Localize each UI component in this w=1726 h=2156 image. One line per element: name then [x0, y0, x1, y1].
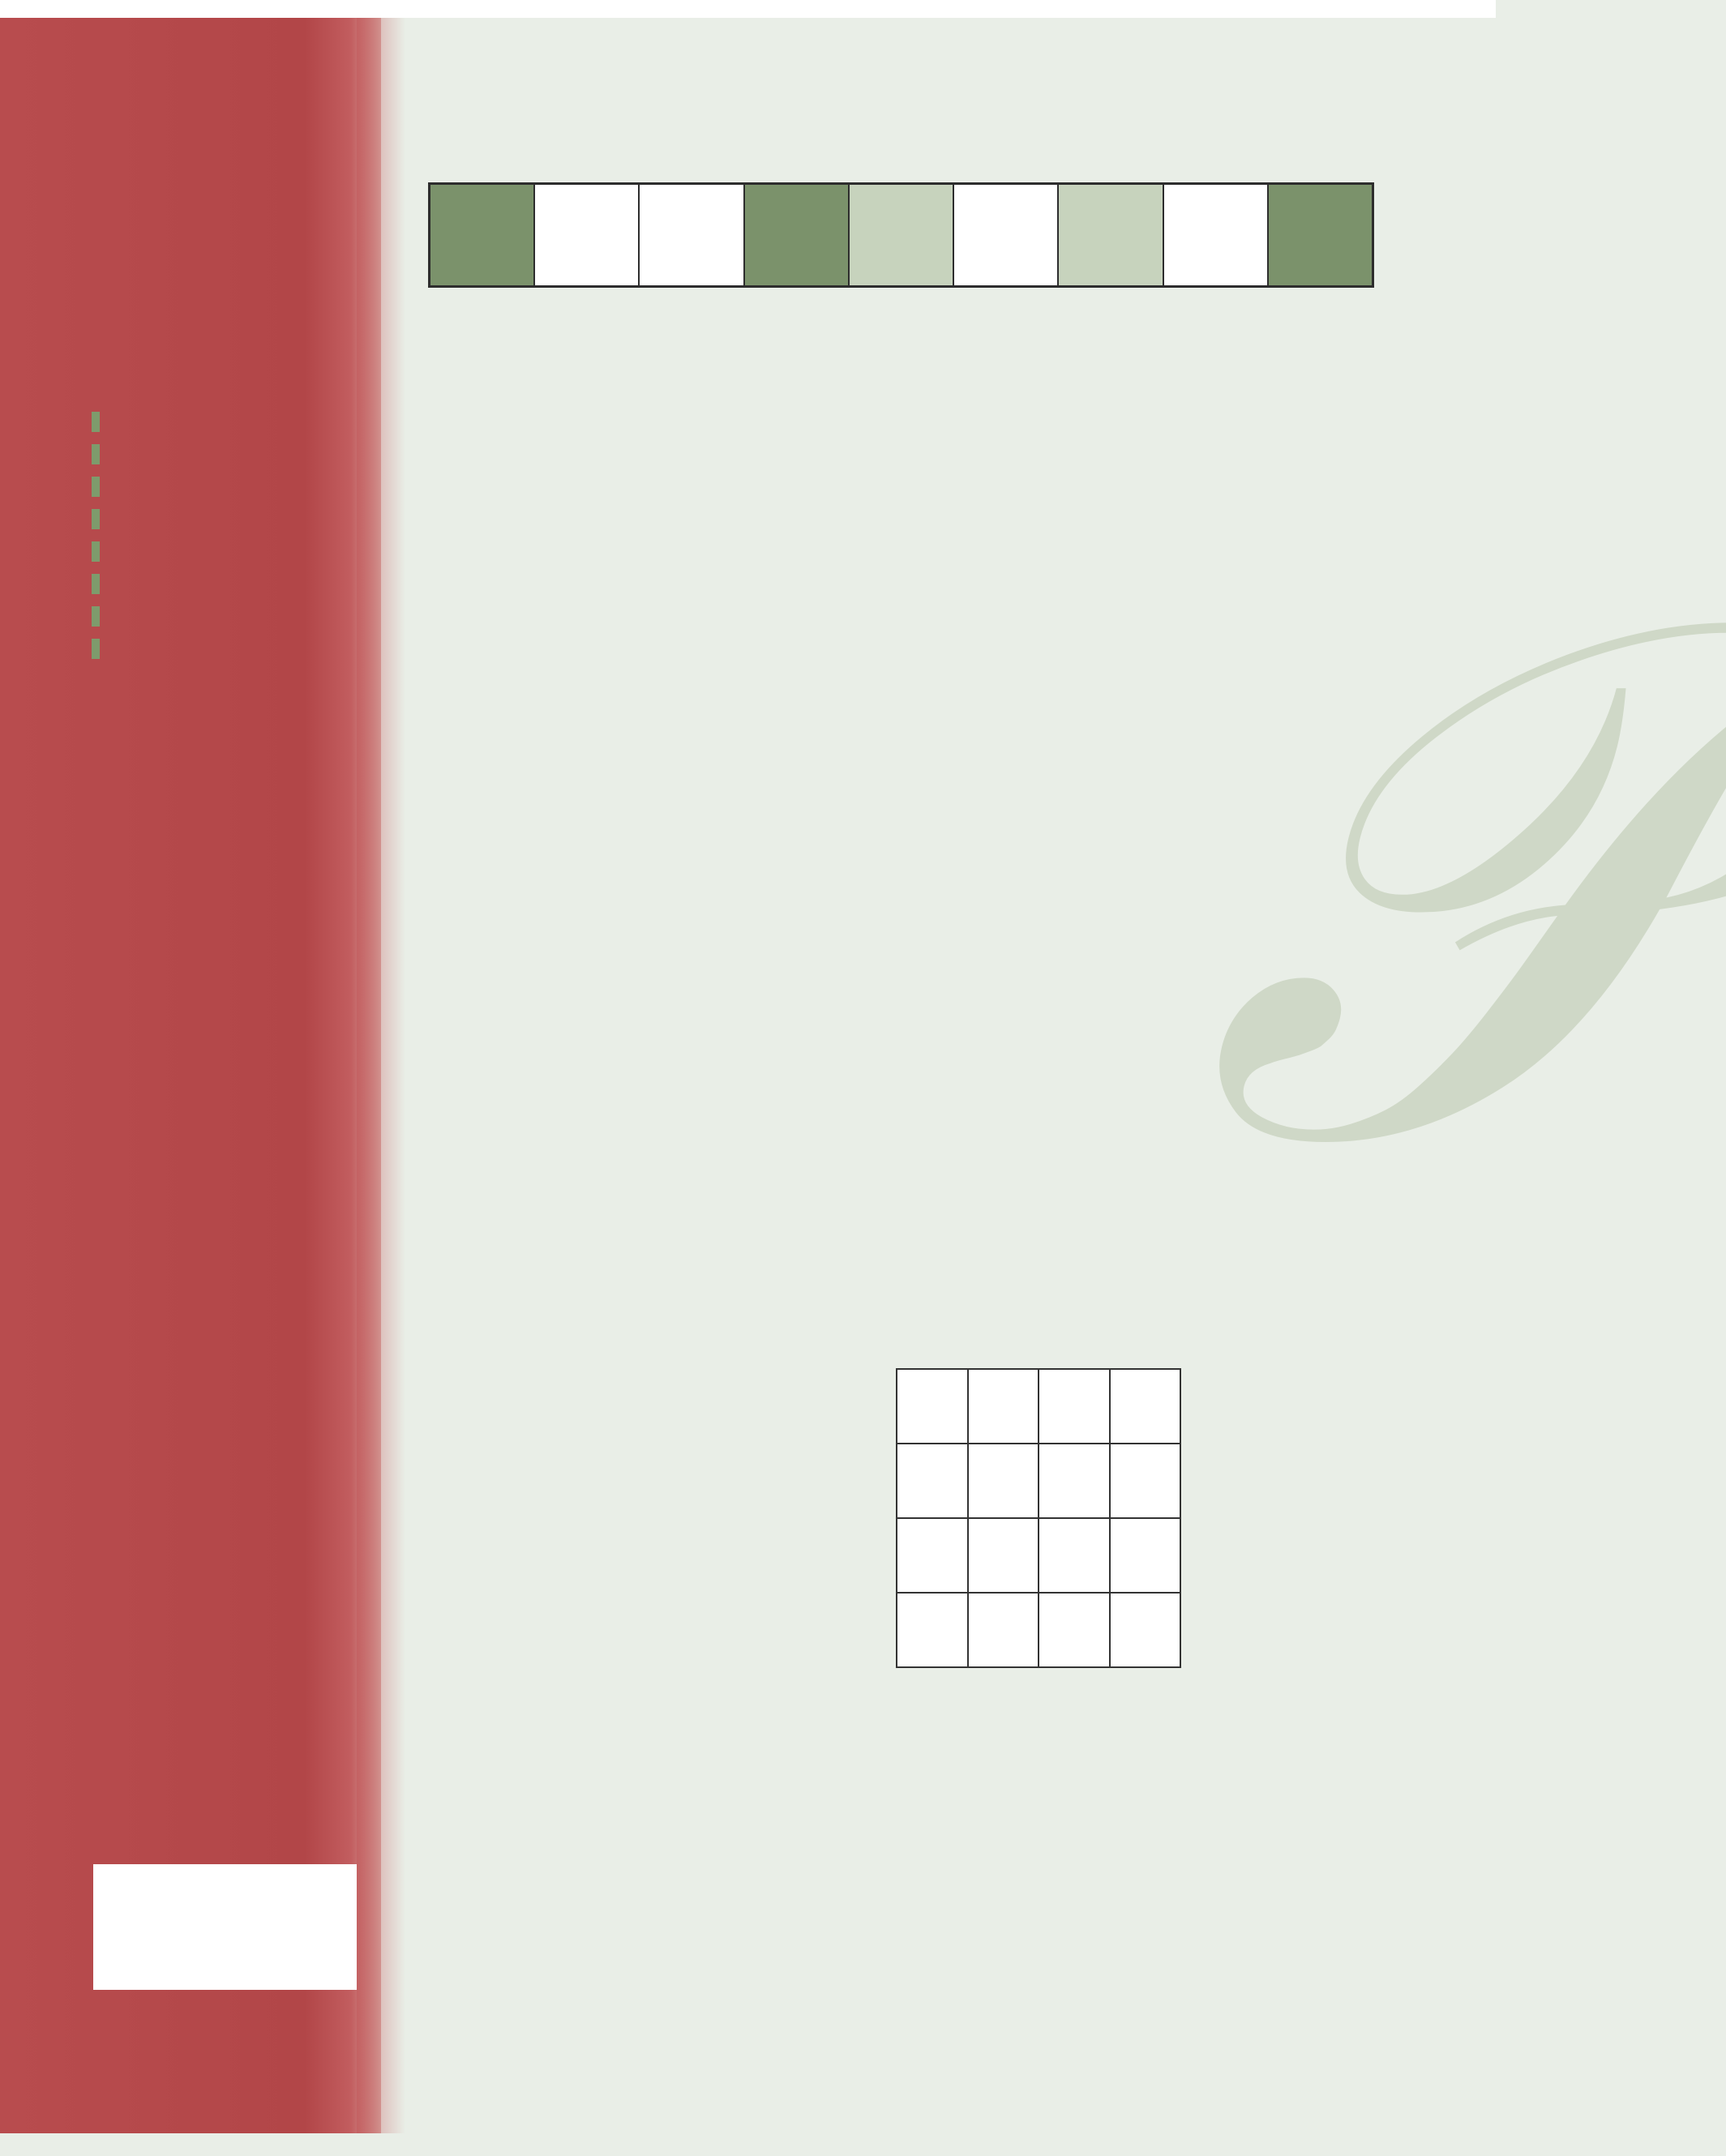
background-script-letter: 𝒫: [1200, 459, 1726, 1307]
